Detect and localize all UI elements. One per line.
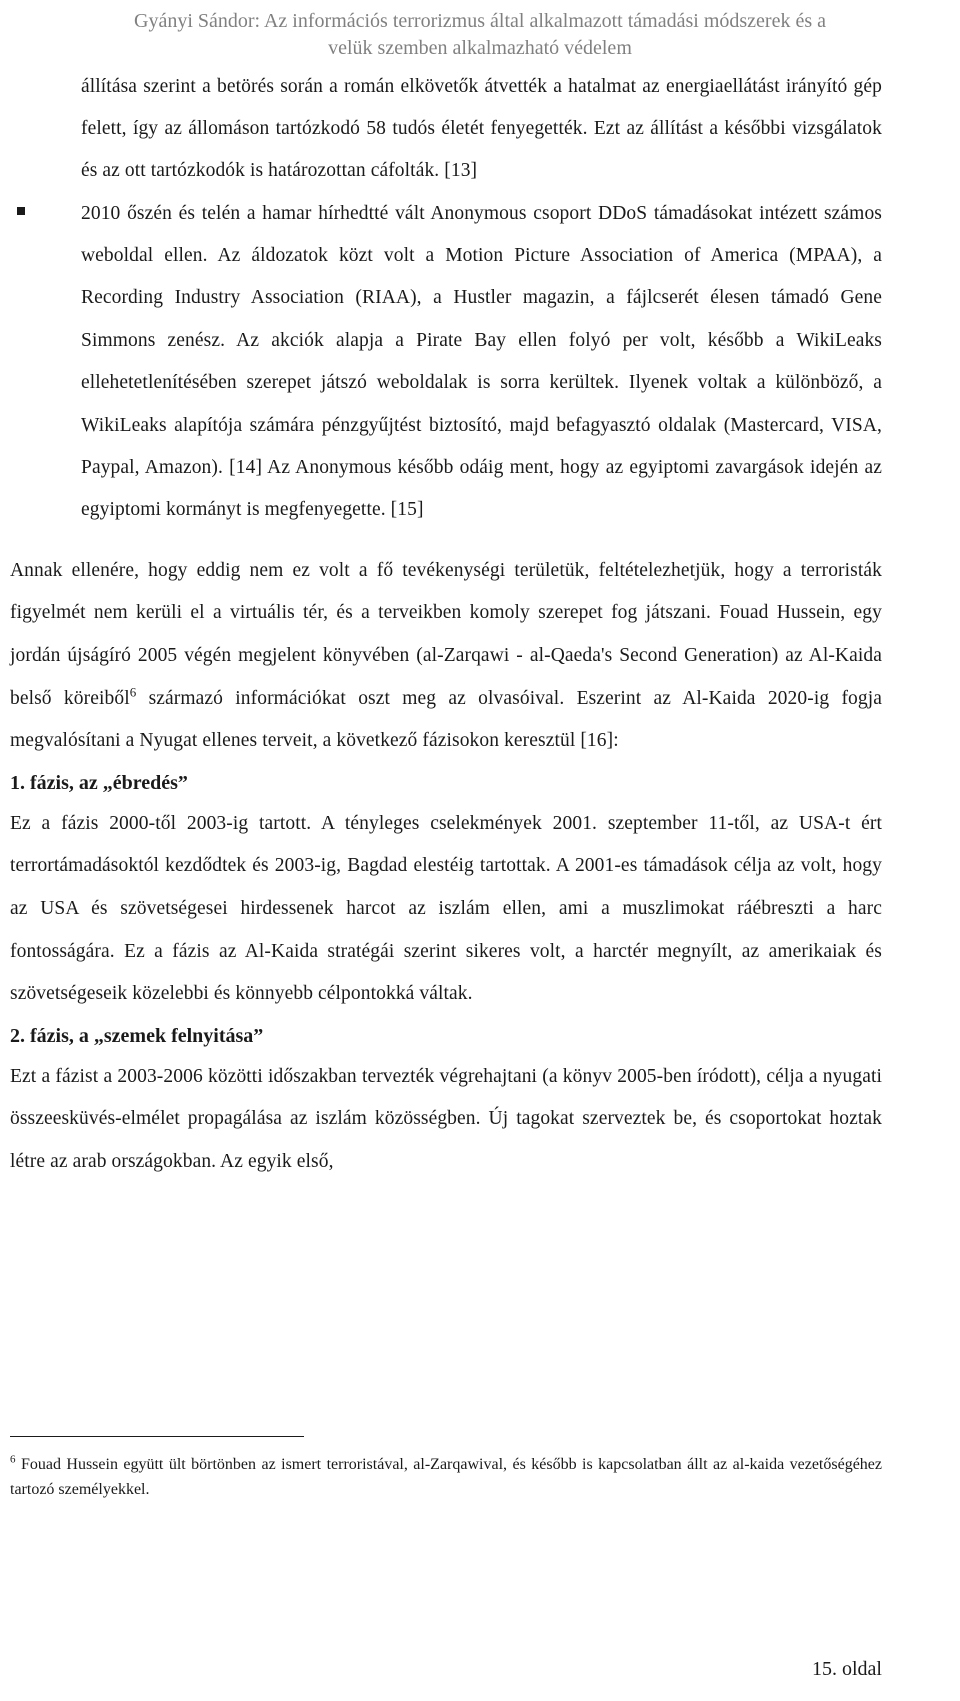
- page-number: 15. oldal: [812, 1658, 882, 1680]
- main-paragraph-text: [10, 550, 882, 763]
- main-paragraph-part-a: Annak ellenére, hogy eddig nem ez volt a fő tevékenységi területük, feltételezhetjük, hogy a terroristák figyelmét nem kerüli el a virtuális tér, és a terveikben komoly szerepet fog játszani. Fouad Hussein, egy jordán újságíró 2005 végén megjelent könyvében (al-Zarqawi - al-Qaeda's Second Generation) az Al-Kaida belső köreiből: [10, 559, 882, 709]
- page-body: [10, 66, 882, 1184]
- footnote: [10, 1452, 882, 1502]
- bullet-paragraph: 2010 őszén és telén a hamar hírhedtté vált Anonymous csoport DDoS támadásokat intézett számos weboldal ellen. Az áldozatok közt volt a Motion Picture Association of America (MPAA), a Recording Industry Association (RIAA), a Hustler magazin, a fájlcserét élesen támadó Gene Simmons zenész. Az akciók alapja a Pirate Bay ellen folyó per volt, később a WikiLeaks ellehetetlenítésében szerepet játszó weboldalak is sorra kerültek. Ilyenek voltak a különböző, a WikiLeaks alapítója számára pénzgyűjtést biztosító, majd befagyasztó oldalak (Mastercard, VISA, Paypal, Amazon). [14] Az Anonymous később odáig ment, hogy az egyiptomi zavargások idején az egyiptomi kormányt is megfenyegette. [15]: [81, 202, 882, 521]
- phase-2-heading: 2. fázis, a „szemek felnyitása”: [10, 1024, 264, 1047]
- phase-1-body: [10, 803, 882, 1016]
- main-paragraph-part-b: származó információkat oszt meg az olvasóival. Eszerint az Al-Kaida 2020-ig fogja megvalósítani a Nyugat ellenes terveit, a következő fázisokon keresztül [16]:: [10, 687, 883, 752]
- phase-2-paragraph: Ezt a fázist a 2003-2006 közötti időszakban tervezték végrehajtani (a könyv 2005-ben íródott), célja a nyugati összeesküvés-elmélet propagálása az iszlám közösségben. Új tagokat szerveztek be, és csoportokat hoztak létre az arab országokban. Az egyik első,: [10, 1065, 882, 1172]
- list-item-continuation: [10, 66, 882, 193]
- main-paragraph: [10, 550, 882, 763]
- footnote-separator: [10, 1436, 304, 1437]
- phase-1-heading: 1. fázis, az „ébredés”: [10, 771, 188, 794]
- footnote-reference[interactable]: 6: [129, 684, 137, 700]
- footnote-text: Fouad Hussein együtt ült börtönben az ismert terroristával, al-Zarqawival, és később is kapcsolatban állt az al-kaida vezetőségéhez tartozó személyekkel.: [10, 1456, 882, 1498]
- list-item-anonymous: [10, 193, 882, 532]
- phase-1-paragraph: Ez a fázis 2000-től 2003-ig tartott. A tényleges cselekmények 2001. szeptember 11-től, az USA-t ért terrortámadásoktól kezdődtek és 2003-ig, Bagdad elestéig tartottak. A 2001-es támadások célja az volt, hogy az USA és szövetségesei hirdessenek harcot az iszlám ellen, ami a muszlimokat ráébreszti a harc fontosságára. Ez a fázis az Al-Kaida stratégái szerint sikeres volt, a harctér megnyílt, az amerikaiak és szövetségeseik közelebbi és könnyebb célpontokká váltak.: [10, 812, 882, 1005]
- footnote-number: 6: [10, 1453, 16, 1466]
- square-bullet-icon: [17, 207, 25, 215]
- header-title-line-2: velük szemben alkalmazható védelem: [328, 37, 632, 59]
- continuation-paragraph: állítása szerint a betörés során a román elkövetők átvették a hatalmat az energiaellátást irányító gép felett, így az állomáson tartózkodó 58 tudós életét fenyegették. Ezt az állítást a későbbi vizsgálatok és az ott tartózkodók is határozottan cáfolták. [13]: [81, 76, 882, 182]
- running-header: [0, 8, 960, 62]
- header-title-line-1: Gyányi Sándor: Az információs terrorizmus által alkalmazott támadási módszerek és a: [134, 10, 826, 32]
- phase-2-body: [10, 1056, 882, 1184]
